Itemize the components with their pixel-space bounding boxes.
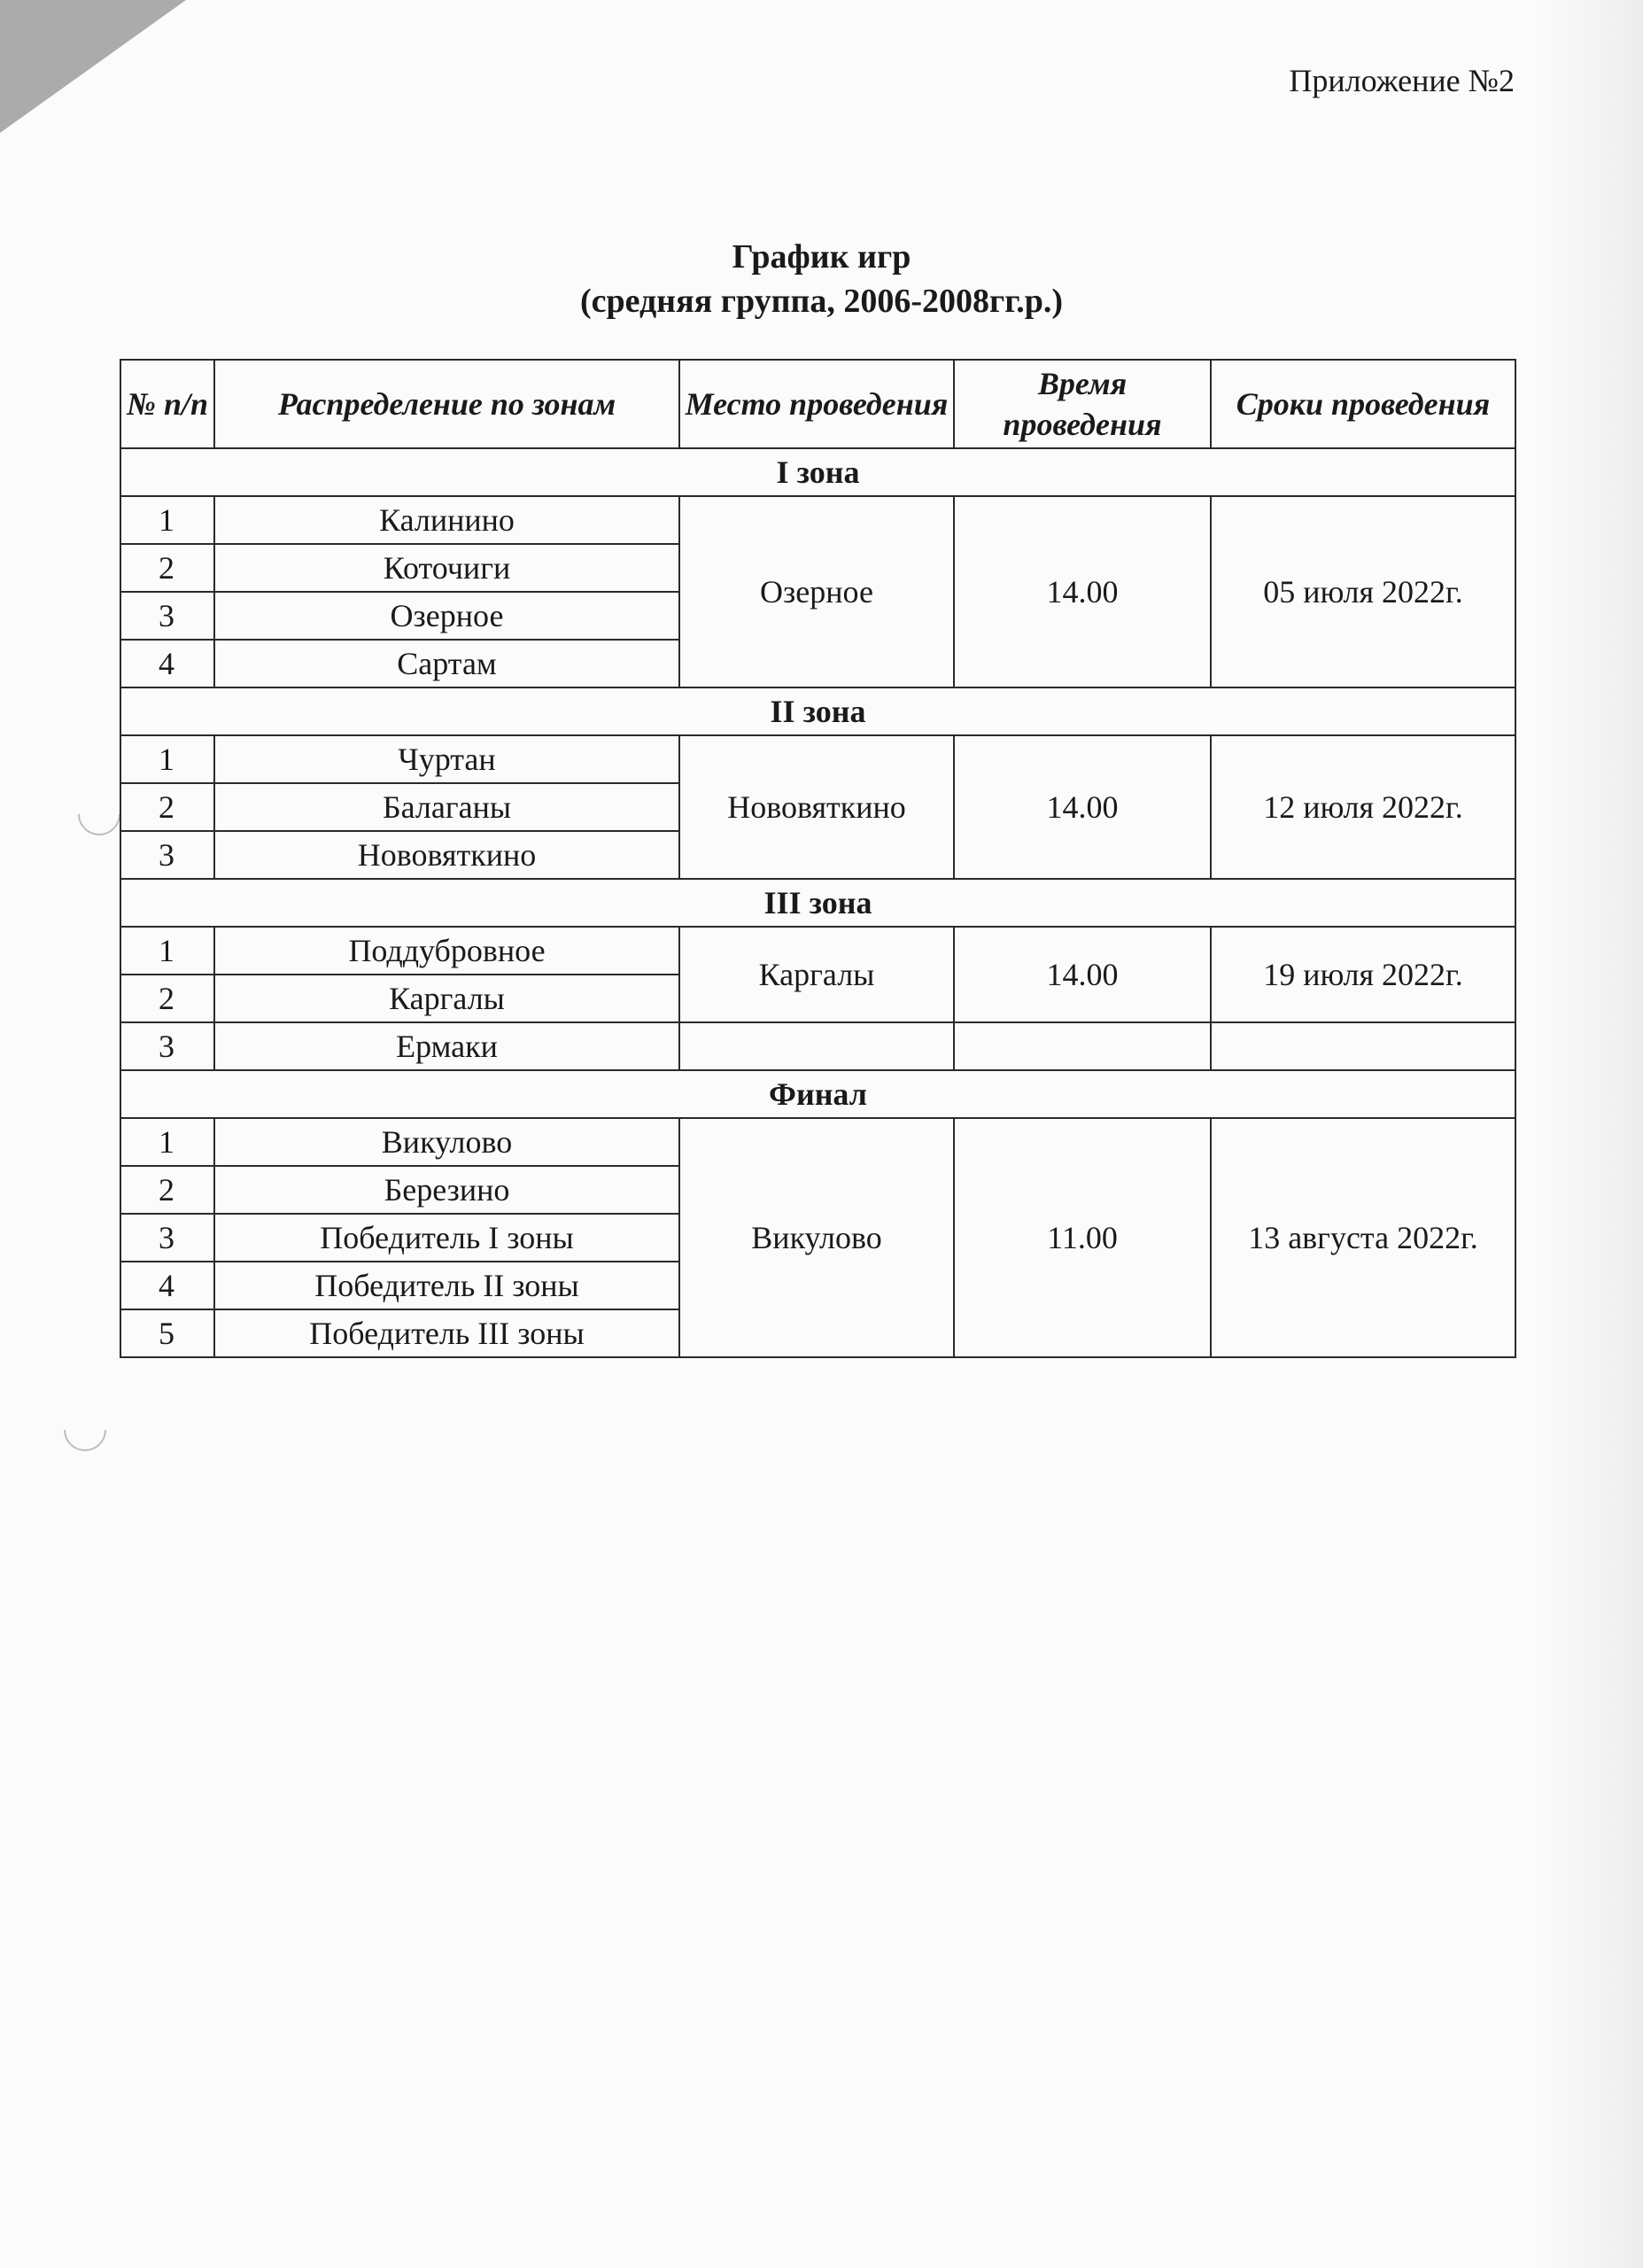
team-name: Победитель II зоны xyxy=(214,1262,679,1309)
team-name: Сартам xyxy=(214,640,679,687)
team-name: Поддубровное xyxy=(214,927,679,975)
row-number: 3 xyxy=(120,1214,214,1262)
team-name: Ермаки xyxy=(214,1022,679,1070)
folded-corner xyxy=(0,0,186,133)
team-name: Нововяткино xyxy=(214,831,679,879)
team-name: Коточиги xyxy=(214,544,679,592)
header-num: № п/п xyxy=(120,360,214,448)
zone-time: 14.00 xyxy=(954,496,1211,687)
row-number: 1 xyxy=(120,735,214,783)
team-name: Каргалы xyxy=(214,975,679,1022)
row-number: 4 xyxy=(120,1262,214,1309)
table-row xyxy=(120,735,1515,783)
zone-place: Каргалы xyxy=(679,927,954,1022)
row-number: 1 xyxy=(120,1118,214,1166)
zone-date: 12 июля 2022г. xyxy=(1211,735,1515,879)
row-number: 5 xyxy=(120,1309,214,1357)
team-name: Озерное xyxy=(214,592,679,640)
schedule-table xyxy=(120,359,1516,1358)
row-number: 1 xyxy=(120,927,214,975)
header-place: Место проведения xyxy=(679,360,954,448)
empty-cell xyxy=(954,1022,1211,1070)
zone-row xyxy=(120,448,1515,496)
team-name: Викулово xyxy=(214,1118,679,1166)
row-number: 1 xyxy=(120,496,214,544)
header-dates: Сроки проведения xyxy=(1211,360,1515,448)
row-number: 2 xyxy=(120,1166,214,1214)
table-row xyxy=(120,1118,1515,1166)
team-name: Калинино xyxy=(214,496,679,544)
team-name: Березино xyxy=(214,1166,679,1214)
row-number: 2 xyxy=(120,975,214,1022)
team-name: Победитель I зоны xyxy=(214,1214,679,1262)
zone-date: 13 августа 2022г. xyxy=(1211,1118,1515,1357)
zone-title: Финал xyxy=(120,1070,1515,1118)
table-row xyxy=(120,496,1515,544)
header-time: Время проведения xyxy=(954,360,1211,448)
zone-time: 14.00 xyxy=(954,735,1211,879)
zone-place: Озерное xyxy=(679,496,954,687)
scan-edge-shadow xyxy=(1537,0,1643,2268)
zone-time: 14.00 xyxy=(954,927,1211,1022)
document-subtitle: (средняя группа, 2006-2008гг.р.) xyxy=(579,283,1064,320)
appendix-label: Приложение №2 xyxy=(1289,63,1515,98)
empty-cell xyxy=(1211,1022,1515,1070)
row-number: 3 xyxy=(120,592,214,640)
row-number: 3 xyxy=(120,1022,214,1070)
zone-date: 05 июля 2022г. xyxy=(1211,496,1515,687)
zone-row xyxy=(120,687,1515,735)
zone-row xyxy=(120,1070,1515,1118)
table-header-row xyxy=(120,360,1515,448)
empty-cell xyxy=(679,1022,954,1070)
row-number: 4 xyxy=(120,640,214,687)
document-title: График игр xyxy=(732,238,911,276)
punch-hole-mark xyxy=(55,1400,115,1460)
team-name: Балаганы xyxy=(214,783,679,831)
row-number: 2 xyxy=(120,783,214,831)
row-number: 3 xyxy=(120,831,214,879)
team-name: Чуртан xyxy=(214,735,679,783)
title-block xyxy=(0,235,1643,323)
row-number: 2 xyxy=(120,544,214,592)
zone-date: 19 июля 2022г. xyxy=(1211,927,1515,1022)
zone-time: 11.00 xyxy=(954,1118,1211,1357)
zone-title: I зона xyxy=(120,448,1515,496)
team-name: Победитель III зоны xyxy=(214,1309,679,1357)
zone-title: II зона xyxy=(120,687,1515,735)
table-row xyxy=(120,1022,1515,1070)
header-zone: Распределение по зонам xyxy=(214,360,679,448)
table-row xyxy=(120,927,1515,975)
zone-place: Викулово xyxy=(679,1118,954,1357)
zone-title: III зона xyxy=(120,879,1515,927)
zone-place: Нововяткино xyxy=(679,735,954,879)
zone-row xyxy=(120,879,1515,927)
